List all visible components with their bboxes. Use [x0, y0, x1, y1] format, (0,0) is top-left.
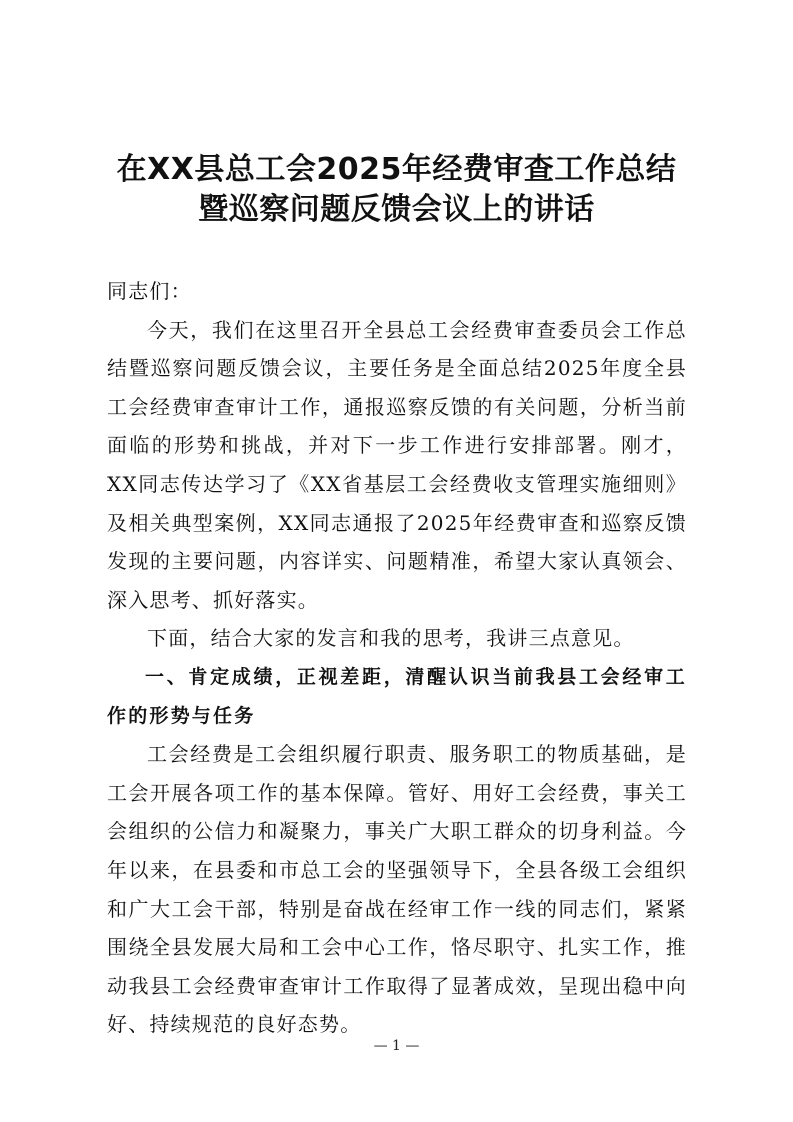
title-line-1: 在XX县总工会2025年经费审查工作总结 [116, 152, 677, 187]
document-title [60, 150, 733, 230]
paragraph-opening: 今天，我们在这里召开全县总工会经费审查委员会工作总结暨巡察问题反馈会议，主要任务是全面总结2025年度全县工会经费审查审计工作，通报巡察反馈的有关问题，分析当前面临的形势和挑战，并对下一步工作进行安排部署。刚才，XX同志传达学习了《XX省基层工会经费收支管理实施细则》及相关典型案例，XX同志通报了2025年经费审查和巡察反馈发现的主要问题，内容详实、问题精准，希望大家认真领会、深入思考、抓好落实。 [107, 317, 687, 612]
paragraph-section-1: 工会经费是工会组织履行职责、服务职工的物质基础，是工会开展各项工作的基本保障。管好、用好工会经费，事关工会组织的公信力和凝聚力，事关广大职工群众的切身利益。今年以来，在县委和市总工会的坚强领导下，全县各级工会组织和广大工会干部，特别是奋战在经审工作一线的同志们，紧紧围绕全县发展大局和工会中心工作，恪尽职守、扎实工作，推动我县工会经费审查审计工作取得了显著成效，呈现出稳中向好、持续规范的良好态势。 [107, 742, 687, 1037]
section-heading-1: 一、肯定成绩，正视差距，清醒认识当前我县工会经审工作的形势与任务 [107, 665, 687, 727]
salutation: 同志们： [107, 279, 192, 303]
page-number: — 1 — [373, 1038, 420, 1054]
document-body [107, 272, 687, 1044]
paragraph-transition: 下面，结合大家的发言和我的思考，我讲三点意见。 [147, 626, 635, 651]
title-line-2: 暨巡察问题反馈会议上的讲话 [198, 192, 595, 227]
